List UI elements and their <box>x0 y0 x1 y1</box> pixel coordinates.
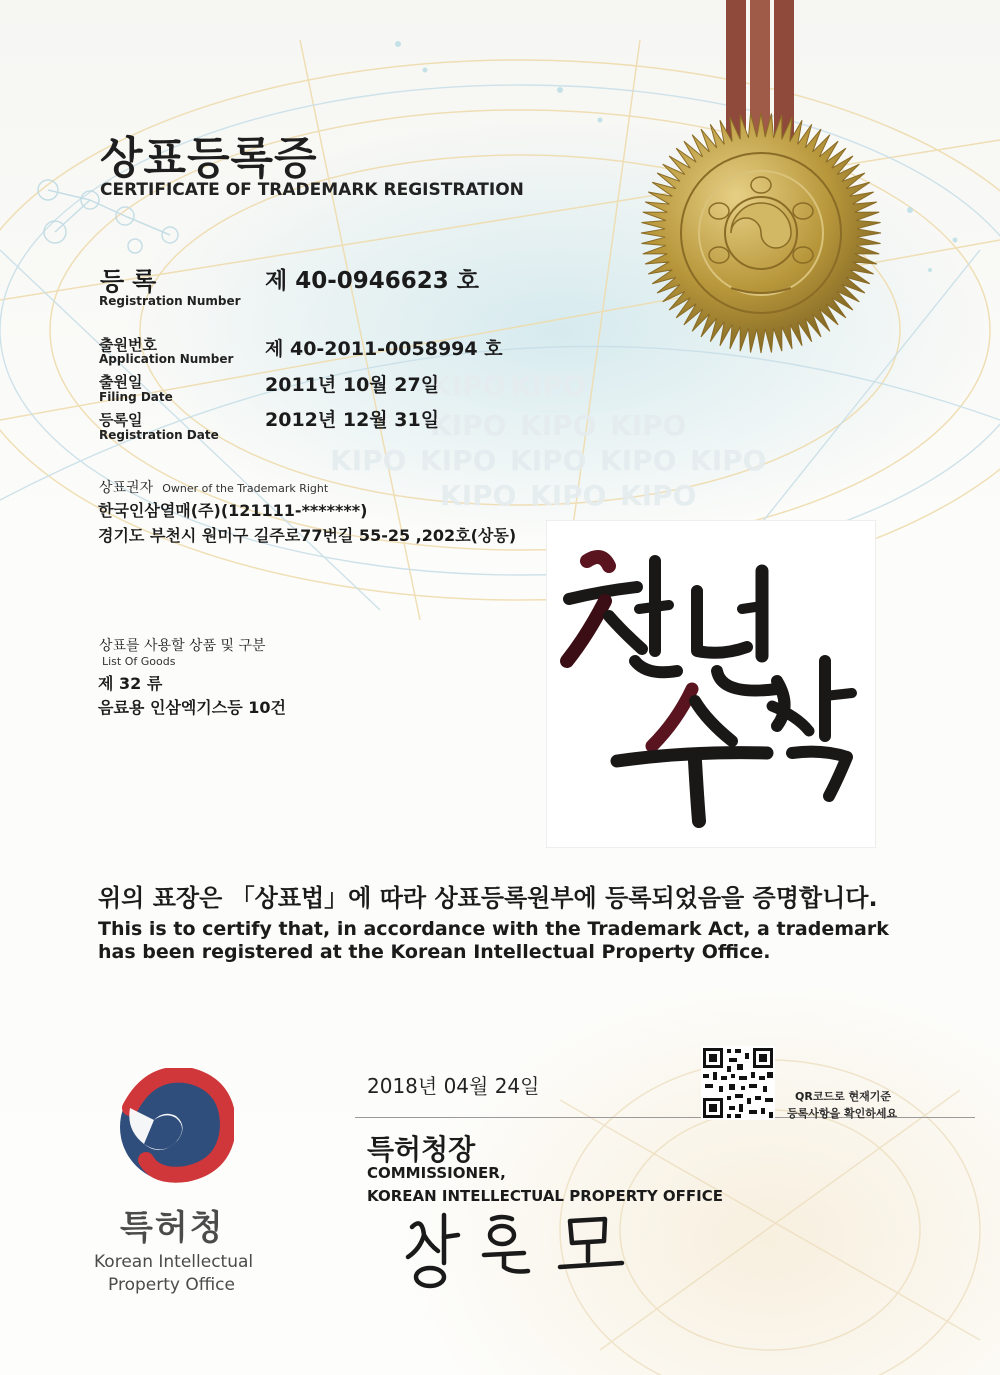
watermark-text: KIPO <box>440 479 517 512</box>
commissioner-title-ko: 특허청장 <box>367 1133 476 1166</box>
watermark-text: KIPO <box>510 444 587 477</box>
watermark-text: KIPO <box>520 409 597 442</box>
certification-text-en-1: This is to certify that, in accordance with the Trademark Act, a trademark <box>98 918 889 940</box>
qr-text-line1: QR코드로 현재기준 <box>795 1090 892 1103</box>
filing-date: 2011년 10월 27일 <box>265 374 440 396</box>
owner-label <box>99 477 328 497</box>
watermark-text: KIPO <box>430 369 507 402</box>
watermark-text: KIPO <box>510 369 587 402</box>
office-name-en-2: Property Office <box>108 1275 235 1295</box>
goods-class: 제 32 류 <box>98 674 163 693</box>
commissioner-title-en-1: COMMISSIONER, <box>367 1164 506 1182</box>
gold-seal <box>638 110 884 356</box>
qr-code-icon[interactable] <box>701 1046 775 1120</box>
trademark-calligraphy <box>547 521 875 847</box>
qr-text-line2: 등록사항을 확인하세요 <box>787 1107 898 1120</box>
watermark-text: KIPO <box>690 444 767 477</box>
watermark-text: KIPO <box>530 479 607 512</box>
filing-label-en: Filing Date <box>99 390 173 404</box>
owner-address: 경기도 부천시 원미구 길주로77번길 55-25 ,202호(상동) <box>98 526 517 545</box>
certificate-title-en: CERTIFICATE OF TRADEMARK REGISTRATION <box>100 180 524 200</box>
filing-label-ko: 출원일 <box>99 373 143 391</box>
registration-date-label-ko: 등록일 <box>99 411 143 429</box>
registration-date: 2012년 12월 31일 <box>265 409 440 431</box>
commissioner-title-en-2: KOREAN INTELLECTUAL PROPERTY OFFICE <box>367 1187 724 1205</box>
office-name-en-1: Korean Intellectual <box>94 1252 254 1272</box>
registration-label-en: Registration Number <box>99 294 241 308</box>
watermark-text: KIPO <box>420 444 497 477</box>
watermark-text: KIPO <box>600 444 677 477</box>
application-label-ko: 출원번호 <box>99 336 157 354</box>
watermark-text: KIPO <box>330 444 407 477</box>
owner-label-en: Owner of the Trademark Right <box>162 482 329 495</box>
office-name-ko: 특허청 <box>120 1208 225 1248</box>
goods-items: 음료용 인삼엑기스등 10건 <box>98 698 286 717</box>
goods-label-ko: 상표를 사용할 상품 및 구분 <box>99 638 266 654</box>
watermark-text: KIPO <box>610 409 687 442</box>
certification-text-en-2: has been registered at the Korean Intellectual Property Office. <box>98 941 771 963</box>
registration-date-label-en: Registration Date <box>99 428 219 442</box>
certificate-title-ko: 상표등록증 <box>100 133 318 184</box>
registration-label-ko: 등록 <box>100 267 165 296</box>
certification-text-ko: 위의 표장은 「상표법」에 따라 상표등록원부에 등록되었음을 증명합니다. <box>98 884 878 912</box>
application-label-en: Application Number <box>99 352 234 366</box>
application-number: 제 40-2011-0058994 호 <box>265 338 503 360</box>
commissioner-signature <box>400 1205 640 1295</box>
issue-date: 2018년 04월 24일 <box>367 1074 540 1098</box>
goods-label-en: List Of Goods <box>102 655 176 668</box>
kipo-logo-icon <box>116 1068 234 1186</box>
trademark-image <box>546 520 876 848</box>
watermark-text: KIPO <box>430 409 507 442</box>
owner-label-ko: 상표권자 <box>99 480 154 496</box>
owner-name: 한국인삼열매(주)(121111-*******) <box>98 501 368 520</box>
watermark-text: KIPO <box>620 479 697 512</box>
registration-number: 제 40-0946623 호 <box>265 268 480 294</box>
